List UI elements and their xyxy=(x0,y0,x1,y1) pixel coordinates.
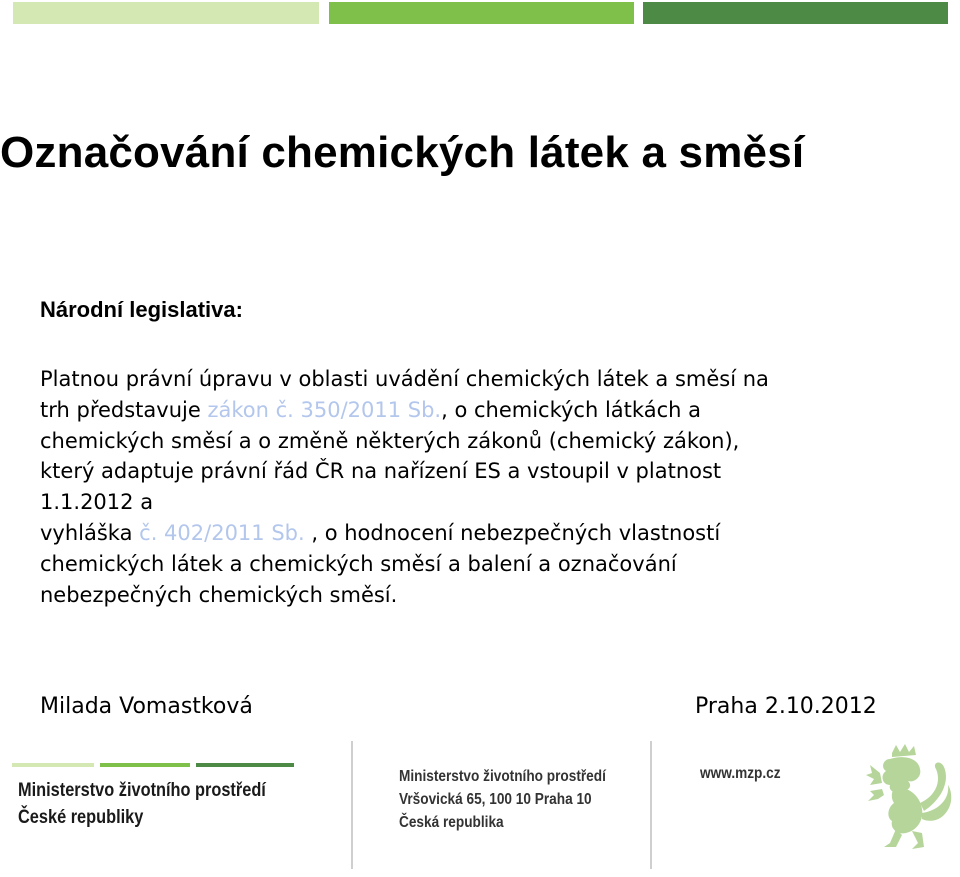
address-line: Ministerstvo životního prostředí xyxy=(399,768,606,785)
text-segment: nebezpečných chemických směsí. xyxy=(40,582,398,607)
footer-strip-light xyxy=(12,763,94,767)
section-heading: Národní legislativa: xyxy=(40,297,243,322)
czech-lion-icon xyxy=(862,743,952,851)
footer-divider xyxy=(650,741,652,869)
footer xyxy=(0,735,960,877)
text-line xyxy=(40,426,940,457)
text-segment: vyhláška xyxy=(40,520,140,545)
address-line: Vršovická 65, 100 10 Praha 10 xyxy=(399,791,592,808)
address-line: Česká republika xyxy=(399,814,504,831)
text-line xyxy=(40,580,940,611)
law-350-2011-link[interactable]: zákon č. 350/2011 Sb. xyxy=(207,397,442,422)
text-line xyxy=(40,364,940,395)
page-title: Označování chemických látek a směsí xyxy=(0,128,805,177)
text-line xyxy=(40,395,940,426)
place-date: Praha 2.10.2012 xyxy=(695,694,877,719)
ministry-line: České republiky xyxy=(18,807,144,828)
text-segment: chemických směsí a o změně některých zákonů (chemický zákon), xyxy=(40,428,740,453)
text-line xyxy=(40,487,940,518)
text-segment: , o chemických látkách a xyxy=(441,397,701,422)
text-segment: 1.1.2012 a xyxy=(40,490,154,515)
author-name: Milada Vomastková xyxy=(40,694,253,719)
header-bar-mid xyxy=(329,2,634,24)
text-segment: Platnou právní úpravu v oblasti uvádění chemických látek a směsí na xyxy=(40,367,769,391)
header-bar-dark xyxy=(643,2,948,24)
footer-strip-dark xyxy=(196,763,294,767)
header-bar-light xyxy=(13,2,319,24)
ministry-logo-text xyxy=(18,777,266,831)
text-segment: který adaptuje právní řád ČR na nařízení ES a vstoupil v platnost xyxy=(40,459,722,484)
text-segment: chemických látek a chemických směsí a balení a označování xyxy=(40,551,677,576)
footer-strip-mid xyxy=(100,763,190,767)
decree-402-2011-link[interactable]: č. 402/2011 Sb. xyxy=(139,520,312,545)
website-link[interactable]: www.mzp.cz xyxy=(700,765,781,782)
text-line xyxy=(40,518,940,549)
text-segment: trh představuje xyxy=(40,397,208,422)
text-line xyxy=(40,456,940,487)
text-line xyxy=(40,549,940,580)
text-segment: , o hodnocení nebezpečných vlastností xyxy=(311,520,721,545)
legislation-paragraph xyxy=(40,364,940,610)
footer-address xyxy=(399,765,606,834)
ministry-line: Ministerstvo životního prostředí xyxy=(18,780,266,801)
footer-divider xyxy=(351,741,353,869)
